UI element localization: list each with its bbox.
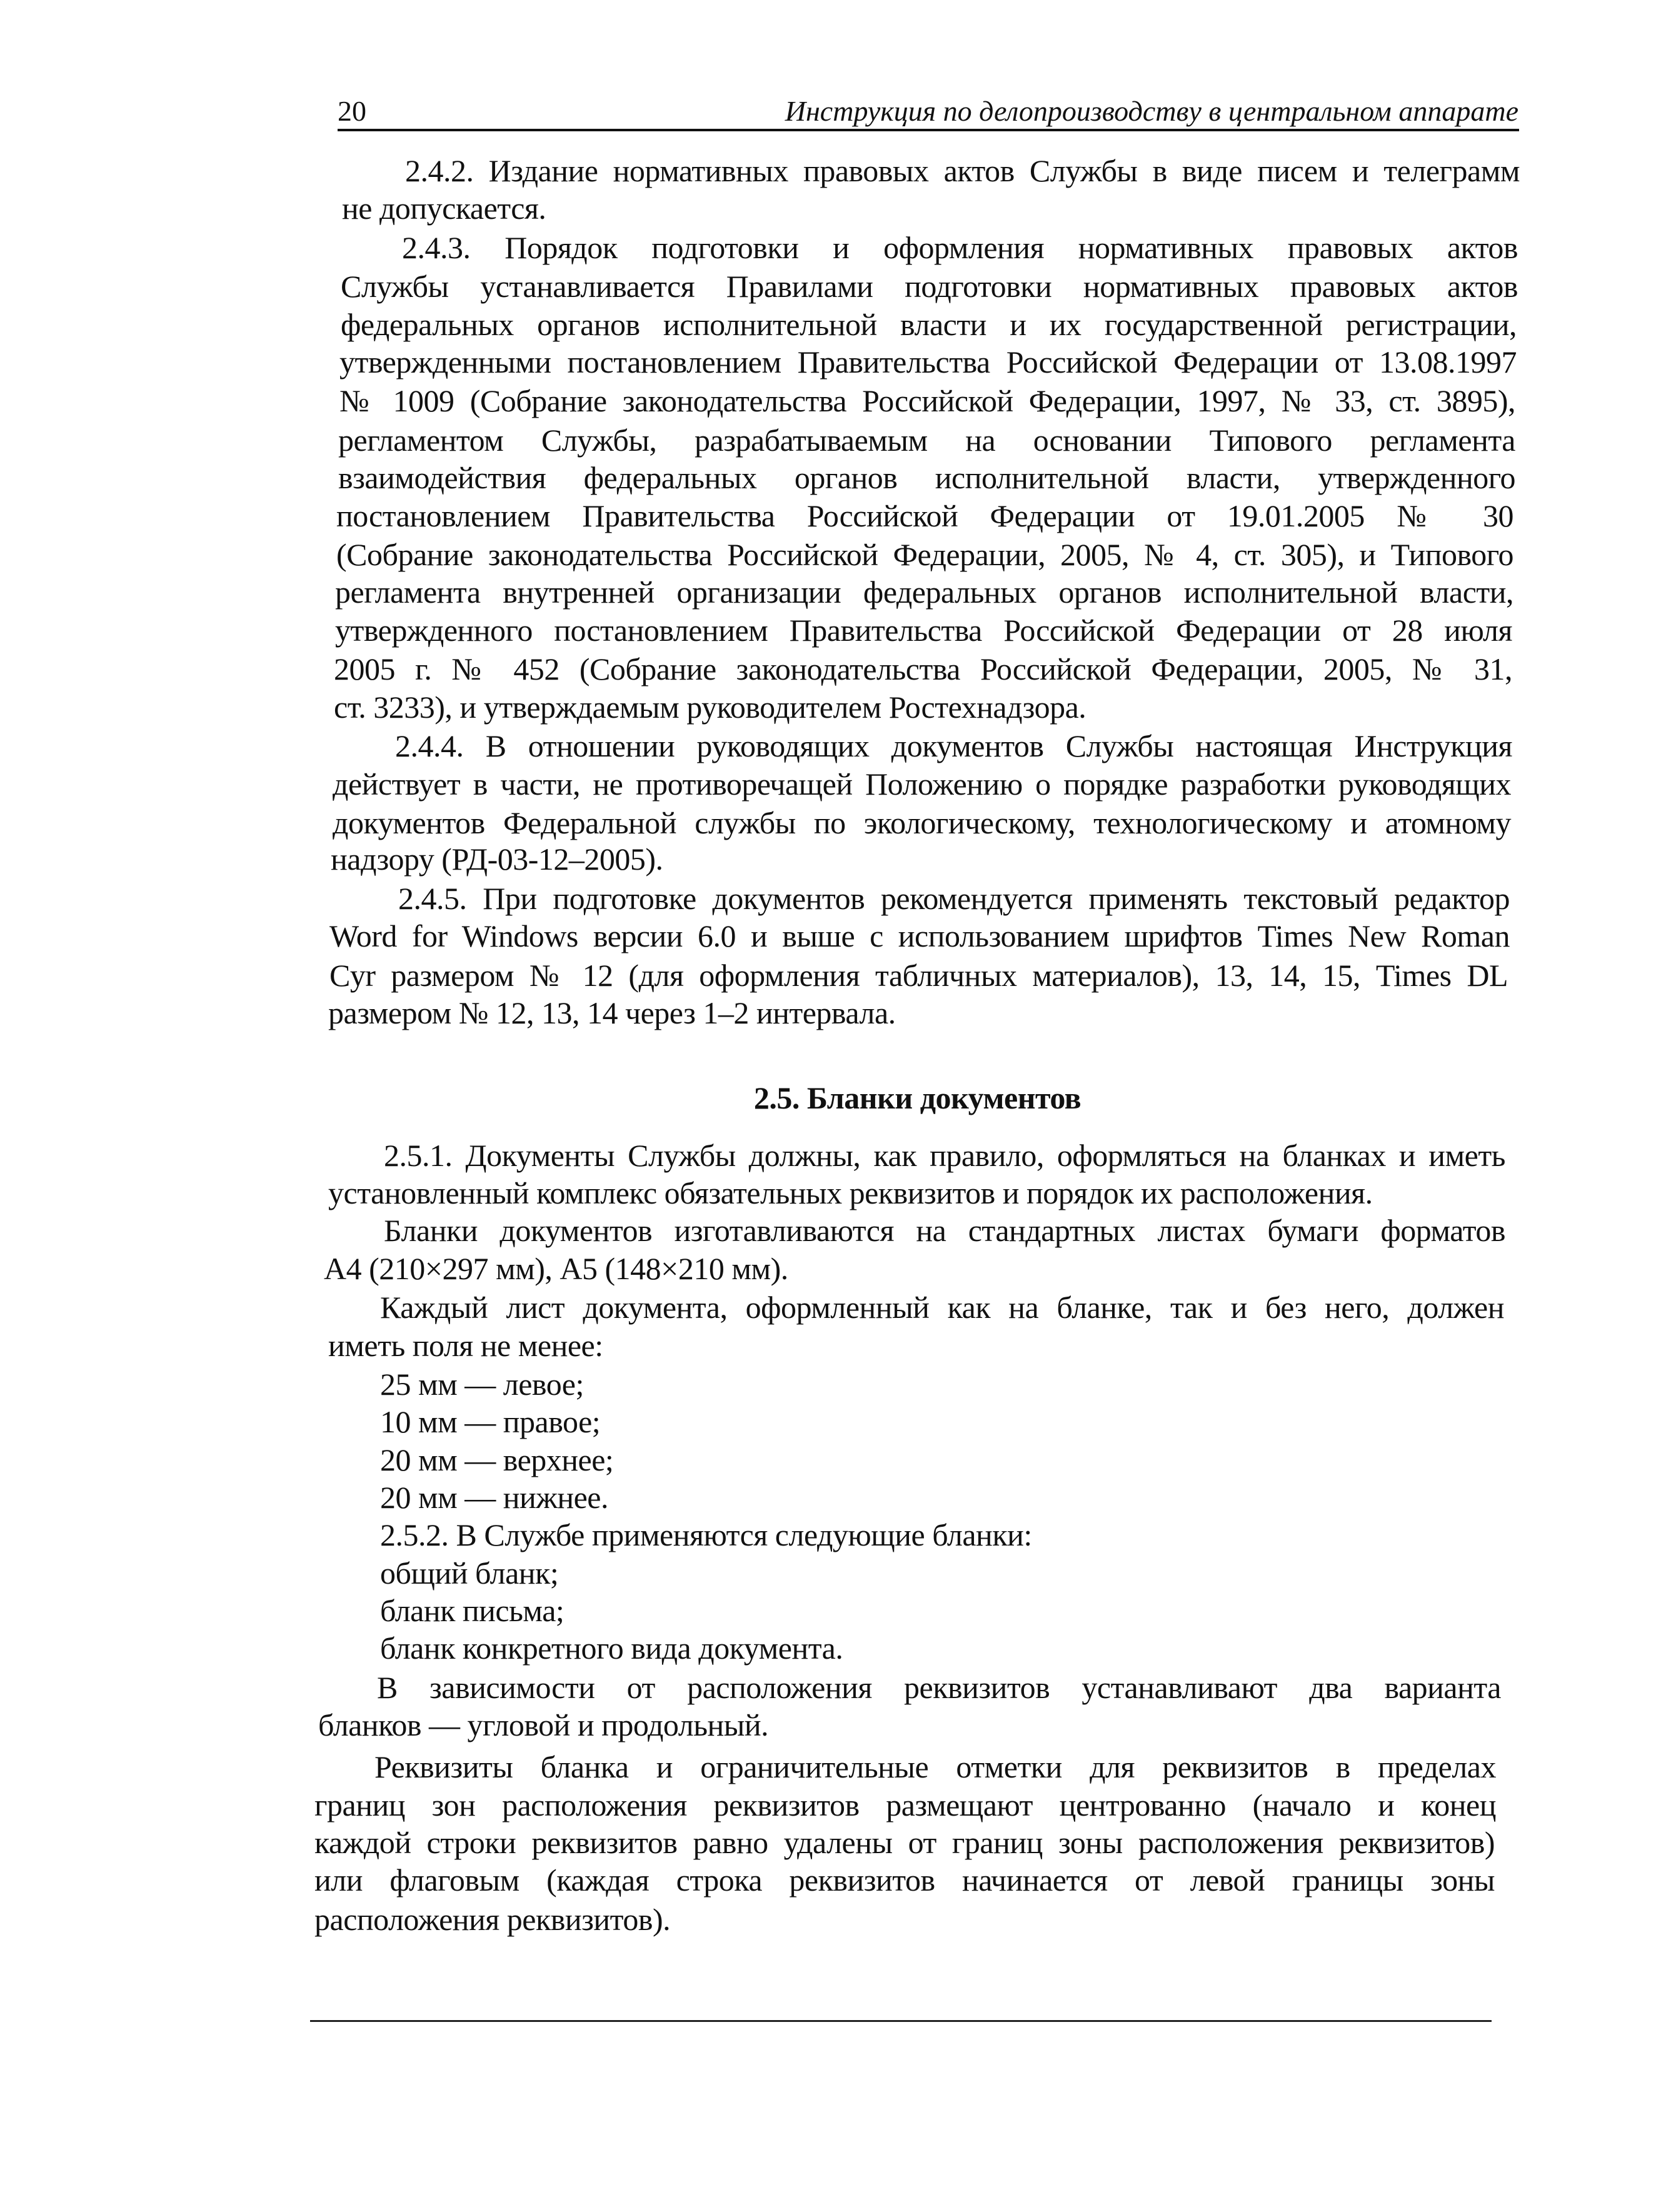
text-line: 2.5.2. В Службе применяются следующие бланки: <box>380 1517 1032 1552</box>
text-line: № 1009 (Собрание законодательства Российской Федерации, 1997, № 33, ст. 3895), <box>339 383 1515 418</box>
text-line: действует в части, не противоречащей Положению о порядке разработки руководящих <box>333 767 1511 802</box>
text-line: Каждый лист документа, оформленный как на бланке, так и без него, должен <box>380 1290 1504 1325</box>
text-line: 2005 г. № 452 (Собрание законодательства Российской Федерации, 2005, № 31, <box>334 651 1512 686</box>
text-line: документов Федеральной службы по экологическому, технологическому и атомному <box>333 805 1511 840</box>
text-line: бланк конкретного вида документа. <box>380 1631 843 1666</box>
running-title: Инструкция по делопроизводству в центральном аппарате <box>785 95 1518 127</box>
text-line: регламентом Службы, разрабатываемым на основании Типового регламента <box>338 423 1515 458</box>
text-line: утвержденными постановлением Правительства Российской Федерации от 13.08.1997 <box>339 344 1517 380</box>
text-line: взаимодействия федеральных органов исполнительной власти, утвержденного <box>338 460 1515 495</box>
text-line: 2.4.4. В отношении руководящих документов Службы настоящая Инструкция <box>395 728 1512 763</box>
text-line: бланков — угловой и продольный. <box>318 1707 769 1742</box>
text-line: 25 мм — левое; <box>380 1367 584 1402</box>
section-heading: 2.5. Бланки документов <box>753 1080 1081 1115</box>
text-line: Реквизиты бланка и ограничительные отметки для реквизитов в пределах <box>374 1749 1496 1784</box>
text-line: постановлением Правительства Российской Федерации от 19.01.2005 № 30 <box>336 498 1513 533</box>
page-number: 20 <box>338 95 366 127</box>
text-line: 10 мм — правое; <box>380 1404 601 1439</box>
text-line: надзору (РД-03-12–2005). <box>331 842 663 877</box>
text-line: границ зон расположения реквизитов размещают центрованно (начало и конец <box>314 1787 1496 1822</box>
header-rule <box>338 129 1519 131</box>
text-line: Word for Windows версии 6.0 и выше с использованием шрифтов Times New Roman <box>329 918 1510 953</box>
text-line: Cyr размером № 12 (для оформления табличных материалов), 13, 14, 15, Times DL <box>329 958 1508 993</box>
text-line: В зависимости от расположения реквизитов устанавливают два варианта <box>377 1670 1501 1705</box>
text-line: 2.5.1. Документы Службы должны, как правило, оформляться на бланках и иметь <box>384 1138 1505 1173</box>
text-line: не допускается. <box>342 191 546 226</box>
text-line: А4 (210×297 мм), А5 (148×210 мм). <box>324 1251 788 1286</box>
text-line: размером № 12, 13, 14 через 1–2 интервала. <box>328 995 896 1030</box>
footer-rule <box>310 2020 1492 2022</box>
text-line: ст. 3233), и утверждаемым руководителем Ростехнадзора. <box>334 690 1086 725</box>
text-line: федеральных органов исполнительной власти и их государственной регистрации, <box>341 307 1517 342</box>
text-line: установленный комплекс обязательных реквизитов и порядок их расположения. <box>328 1175 1373 1210</box>
text-line: утвержденного постановлением Правительства Российской Федерации от 28 июля <box>335 613 1512 648</box>
text-line: иметь поля не менее: <box>328 1328 603 1363</box>
text-line: 2.4.3. Порядок подготовки и оформления нормативных правовых актов <box>402 230 1518 265</box>
text-line: расположения реквизитов). <box>314 1902 671 1937</box>
text-line: регламента внутренней организации федеральных органов исполнительной власти, <box>335 575 1513 610</box>
text-line: 20 мм — нижнее. <box>380 1480 608 1515</box>
text-line: Бланки документов изготавливаются на стандартных листах бумаги форматов <box>384 1213 1505 1248</box>
text-line: или флаговым (каждая строка реквизитов начинается от левой границы зоны <box>314 1863 1495 1898</box>
text-line: 20 мм — верхнее; <box>380 1442 614 1477</box>
text-line: 2.4.5. При подготовке документов рекомендуется применять текстовый редактор <box>398 881 1510 916</box>
text-line: каждой строки реквизитов равно удалены от границ зоны расположения реквизитов) <box>314 1825 1495 1860</box>
text-line: общий бланк; <box>380 1556 559 1591</box>
text-line: бланк письма; <box>380 1593 565 1628</box>
text-line: (Собрание законодательства Российской Федерации, 2005, № 4, ст. 305), и Типового <box>336 537 1513 572</box>
text-line: Службы устанавливается Правилами подготовки нормативных правовых актов <box>341 269 1518 304</box>
text-line: 2.4.2. Издание нормативных правовых актов Службы в виде писем и телеграмм <box>405 153 1520 188</box>
